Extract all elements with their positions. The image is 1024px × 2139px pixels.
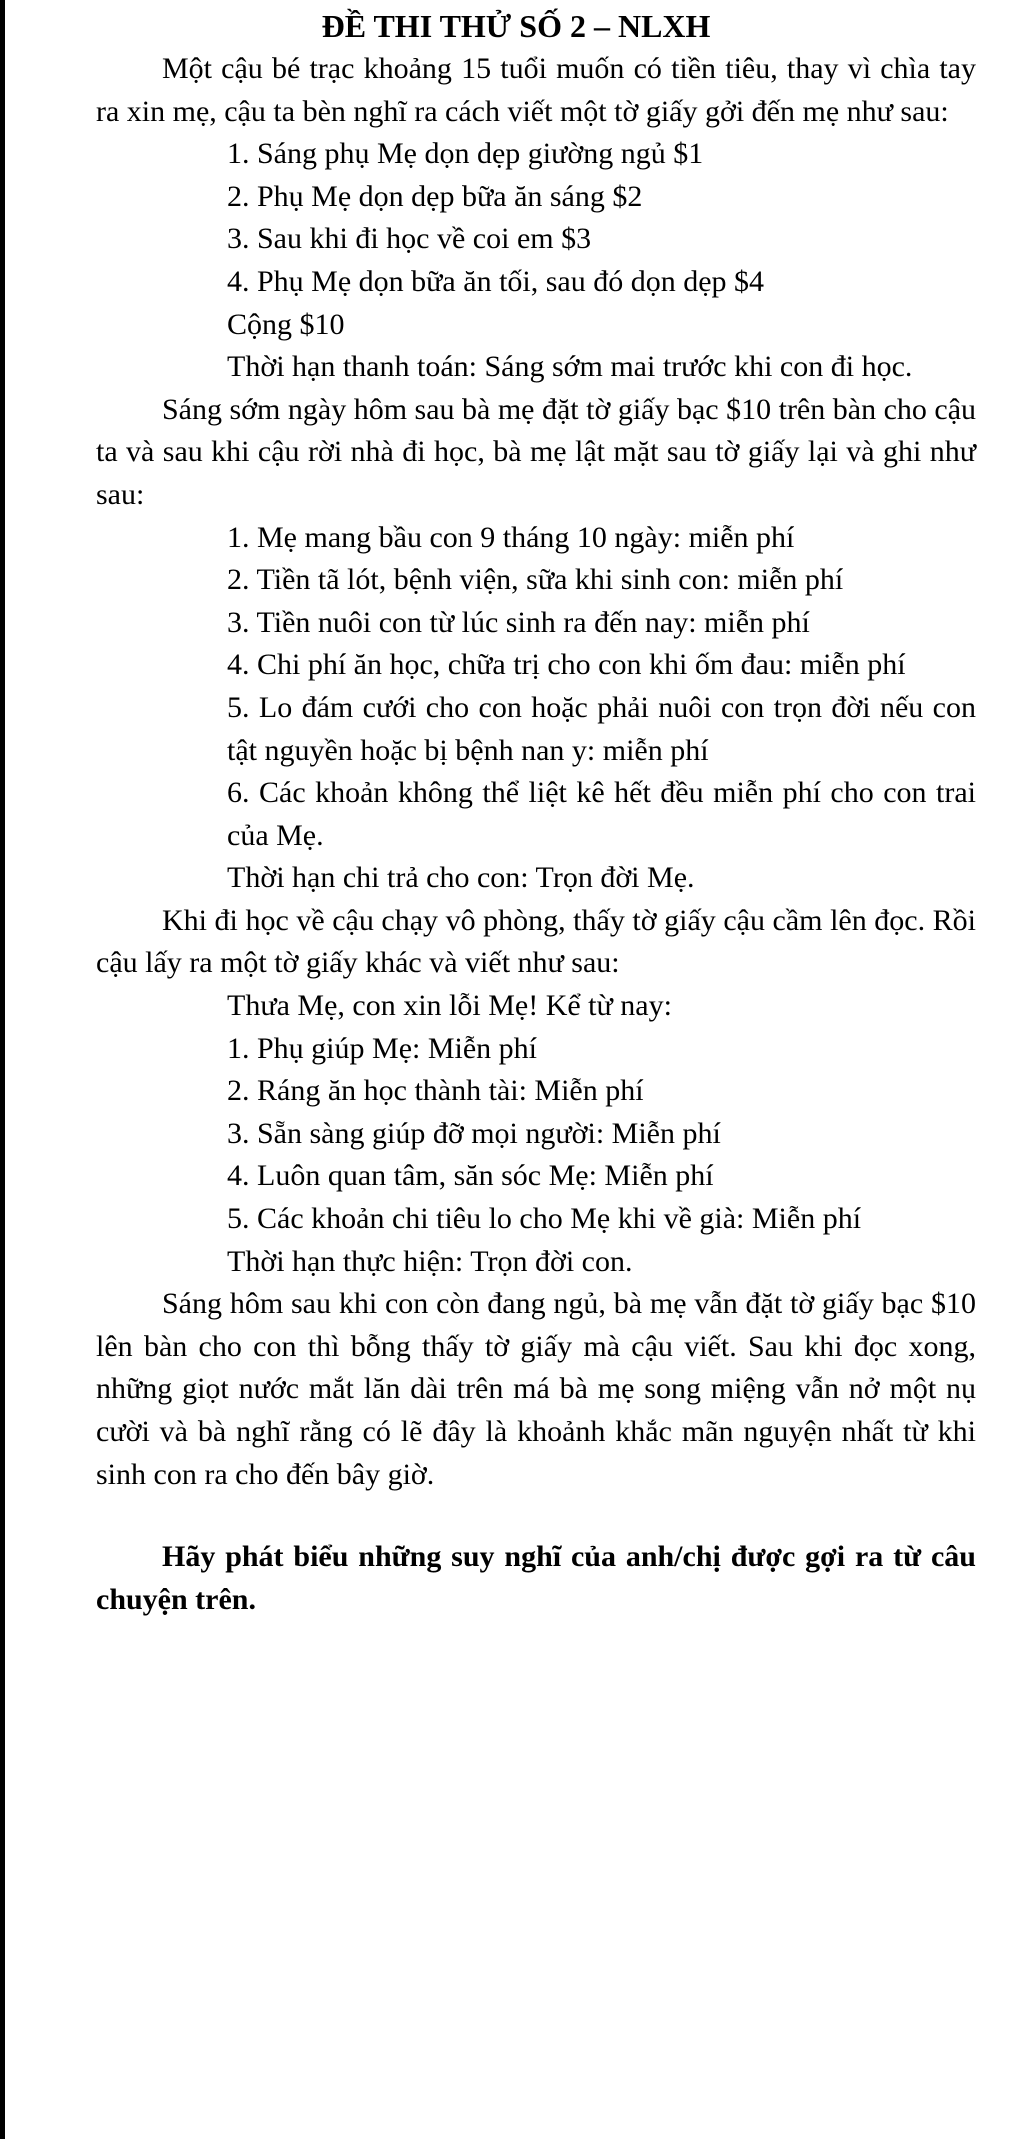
son-reply-item-2: 2. Ráng ăn học thành tài: Miễn phí — [227, 1074, 644, 1108]
son-reply-item-1: 1. Phụ giúp Mẹ: Miễn phí — [227, 1031, 538, 1065]
son-bill-item-1: 1. Sáng phụ Mẹ dọn dẹp giường ngủ $1 — [227, 137, 704, 171]
page-title: ĐỀ THI THỬ SỐ 2 – NLXH — [321, 8, 711, 44]
son-bill-total: Cộng $10 — [227, 307, 345, 341]
story-paragraph-3: Khi đi học về cậu chạy vô phòng, thấy tờ giấy cậu cầm lên đọc. Rồi cậu lấy ra một tờ giấy khác và viết như sau: — [96, 903, 976, 980]
mother-bill-item-2: 2. Tiền tã lót, bệnh viện, sữa khi sinh con: miễn phí — [227, 563, 844, 597]
story-paragraph-1: Một cậu bé trạc khoảng 15 tuổi muốn có tiền tiêu, thay vì chìa tay ra xin mẹ, cậu ta bèn nghĩ ra cách viết một tờ giấy gởi đến mẹ như sau: — [96, 52, 976, 128]
son-bill-item-3: 3. Sau khi đi học về coi em $3 — [227, 222, 592, 256]
mother-bill-item-5: 5. Lo đám cưới cho con hoặc phải nuôi con trọn đời nếu con tật nguyền hoặc bị bệnh nan y: miễn phí — [227, 690, 976, 767]
mother-bill-item-4: 4. Chi phí ăn học, chữa trị cho con khi ốm đau: miễn phí — [227, 648, 906, 682]
mother-bill-item-1: 1. Mẹ mang bầu con 9 tháng 10 ngày: miễn phí — [227, 520, 795, 554]
son-reply-opening: Thưa Mẹ, con xin lỗi Mẹ! Kể từ nay: — [227, 989, 672, 1023]
left-margin-bar — [0, 0, 5, 2139]
mother-bill-item-6: 6. Các khoản không thể liệt kê hết đều miễn phí cho con trai của Mẹ. — [227, 776, 976, 852]
son-reply-item-5: 5. Các khoản chi tiêu lo cho Mẹ khi về già: Miễn phí — [227, 1202, 862, 1236]
son-bill-item-2: 2. Phụ Mẹ dọn dẹp bữa ăn sáng $2 — [227, 179, 643, 213]
son-bill-item-4: 4. Phụ Mẹ dọn bữa ăn tối, sau đó dọn dẹp $4 — [227, 264, 765, 298]
spacer — [96, 1496, 976, 1536]
son-reply-item-3: 3. Sẵn sàng giúp đỡ mọi người: Miễn phí — [227, 1116, 721, 1150]
story-paragraph-2: Sáng sớm ngày hôm sau bà mẹ đặt tờ giấy bạc $10 trên bàn cho cậu ta và sau khi cậu rời nhà đi học, bà mẹ lật mặt sau tờ giấy lại và ghi như sau: — [96, 392, 977, 511]
exam-question: Hãy phát biểu những suy nghĩ của anh/chị được gợi ra từ câu chuyện trên. — [96, 1540, 976, 1616]
son-bill-deadline: Thời hạn thanh toán: Sáng sớm mai trước khi con đi học. — [227, 350, 913, 384]
story-paragraph-4: Sáng hôm sau khi con còn đang ngủ, bà mẹ vẫn đặt tờ giấy bạc $10 lên bàn cho con thì bỗng thấy tờ giấy mà cậu viết. Sau khi đọc xong, những giọt nước mắt lăn dài trên má bà mẹ song miệng vẫn nở một nụ cười và bà nghĩ rằng có lẽ đây là khoảnh khắc mãn nguyện nhất từ khi sinh con ra cho đến bây giờ. — [96, 1287, 976, 1491]
son-reply-item-4: 4. Luôn quan tâm, săn sóc Mẹ: Miễn phí — [227, 1159, 714, 1193]
mother-bill-deadline: Thời hạn chi trả cho con: Trọn đời Mẹ. — [227, 861, 695, 895]
exam-page — [96, 0, 976, 2139]
son-reply-deadline: Thời hạn thực hiện: Trọn đời con. — [227, 1244, 633, 1278]
mother-bill-item-3: 3. Tiền nuôi con từ lúc sinh ra đến nay: miễn phí — [227, 605, 810, 639]
